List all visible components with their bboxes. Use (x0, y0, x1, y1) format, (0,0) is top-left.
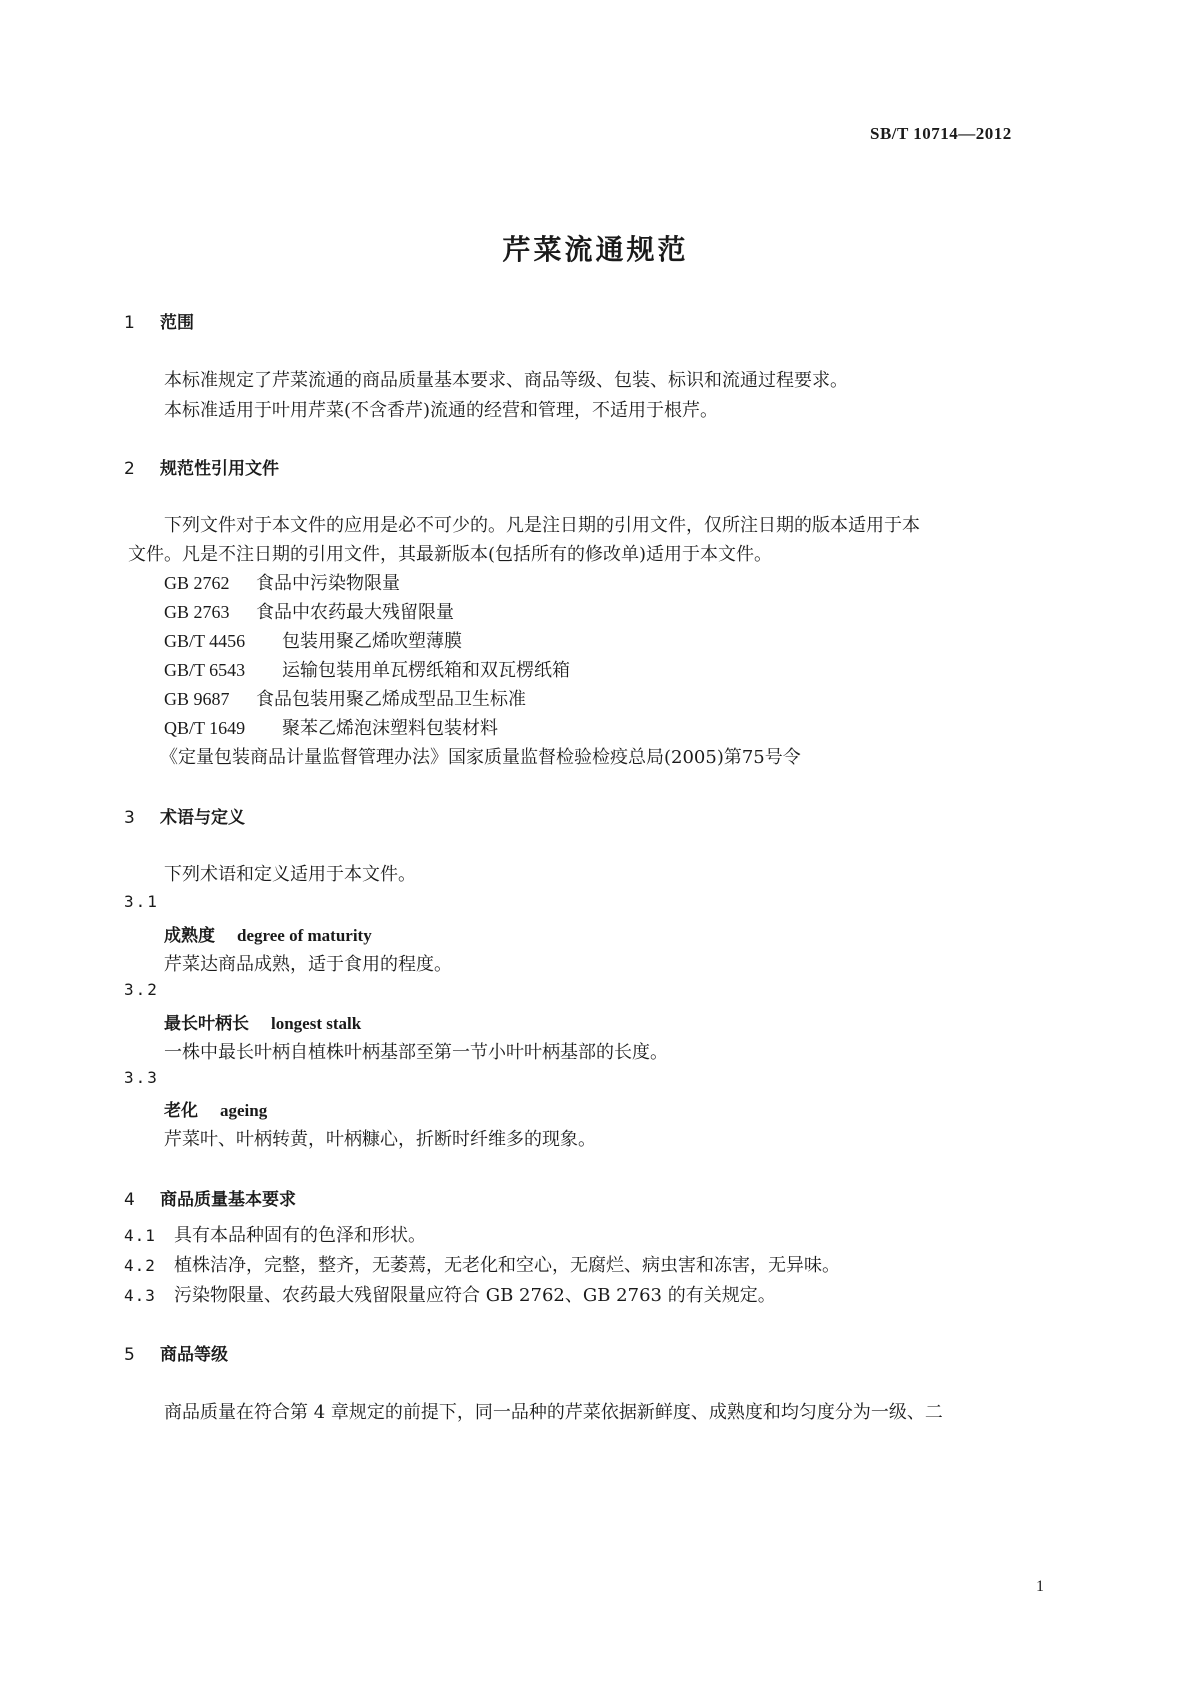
reference-name: 食品包装用聚乙烯成型品卫生标准 (256, 689, 526, 710)
section-title: 商品质量基本要求 (160, 1190, 296, 1210)
reference-item (164, 714, 498, 740)
reference-item: 《定量包装商品计量监督管理办法》国家质量监督检验检疫总局(2005)第75号令 (160, 747, 801, 768)
document-title: 芹菜流通规范 (502, 233, 689, 266)
paragraph: 本标准规定了芹菜流通的商品质量基本要求、商品等级、包装、标识和流通过程要求。 (164, 370, 848, 391)
section-3-heading (124, 803, 245, 828)
reference-code: GB 9687 (164, 689, 230, 709)
reference-code: GB/T 6543 (164, 660, 246, 680)
section-title: 规范性引用文件 (160, 459, 279, 479)
term-number: 3.2 (124, 980, 159, 999)
term-definition: 一株中最长叶柄自植株叶柄基部至第一节小叶叶柄基部的长度。 (164, 1042, 668, 1063)
term-number: 3.3 (124, 1068, 159, 1087)
reference-code: QB/T 1649 (164, 718, 246, 738)
term-number: 3.1 (124, 892, 159, 911)
section-number: 5 (124, 1345, 135, 1365)
reference-name: 包装用聚乙烯吹塑薄膜 (282, 631, 462, 652)
section-title: 术语与定义 (160, 808, 245, 828)
reference-item (164, 598, 454, 624)
requirement-text: 植株洁净，完整，整齐，无萎蔫，无老化和空心，无腐烂、病虫害和冻害，无异味。 (174, 1255, 840, 1276)
requirement-number: 4.3 (124, 1286, 156, 1305)
reference-name: 运输包装用单瓦楞纸箱和双瓦楞纸箱 (282, 660, 570, 681)
reference-name: 食品中污染物限量 (256, 573, 400, 594)
term-en: degree of maturity (237, 926, 372, 945)
term-heading (164, 921, 372, 946)
term-en: longest stalk (271, 1014, 362, 1033)
paragraph: 商品质量在符合第 4 章规定的前提下，同一品种的芹菜依据新鲜度、成熟度和均匀度分为一级、二 (164, 1402, 943, 1423)
requirement-item (124, 1281, 776, 1307)
term-zh: 老化 (164, 1101, 198, 1121)
requirement-number: 4.2 (124, 1256, 156, 1275)
term-definition: 芹菜达商品成熟，适于食用的程度。 (164, 954, 452, 975)
reference-item (164, 656, 570, 682)
term-heading (164, 1009, 361, 1034)
section-5-heading (124, 1340, 228, 1365)
reference-code: GB 2763 (164, 602, 230, 622)
paragraph: 下列术语和定义适用于本文件。 (164, 864, 416, 885)
reference-code: GB/T 4456 (164, 631, 246, 651)
reference-code: GB 2762 (164, 573, 230, 593)
section-4-heading (124, 1185, 296, 1210)
term-heading (164, 1096, 267, 1121)
standard-code: SB/T 10714—2012 (870, 124, 1012, 143)
paragraph: 本标准适用于叶用芹菜(不含香芹)流通的经营和管理，不适用于根芹。 (164, 400, 719, 421)
section-title: 范围 (160, 313, 194, 333)
section-number: 4 (124, 1190, 135, 1210)
section-title: 商品等级 (160, 1345, 228, 1365)
reference-item (164, 685, 526, 711)
requirement-item (124, 1251, 840, 1277)
section-number: 1 (124, 313, 135, 333)
reference-item (164, 627, 462, 653)
reference-item (164, 569, 400, 595)
requirement-text: 具有本品种固有的色泽和形状。 (174, 1225, 426, 1246)
section-1-heading (124, 308, 194, 333)
reference-name: 食品中农药最大残留限量 (256, 602, 454, 623)
section-number: 3 (124, 808, 135, 828)
requirement-item (124, 1221, 426, 1247)
term-en: ageing (220, 1101, 268, 1120)
page-number: 1 (1036, 1578, 1044, 1595)
section-number: 2 (124, 459, 135, 479)
section-2-heading (124, 454, 279, 479)
reference-name: 聚苯乙烯泡沫塑料包装材料 (282, 718, 498, 739)
paragraph: 文件。凡是不注日期的引用文件，其最新版本(包括所有的修改单)适用于本文件。 (128, 544, 773, 565)
requirement-number: 4.1 (124, 1226, 156, 1245)
term-definition: 芹菜叶、叶柄转黄，叶柄糠心，折断时纤维多的现象。 (164, 1129, 596, 1150)
requirement-text: 污染物限量、农药最大残留限量应符合 GB 2762、GB 2763 的有关规定。 (174, 1285, 776, 1306)
term-zh: 最长叶柄长 (164, 1014, 249, 1034)
term-zh: 成熟度 (164, 926, 215, 946)
paragraph: 下列文件对于本文件的应用是必不可少的。凡是注日期的引用文件，仅所注日期的版本适用于本 (164, 515, 920, 536)
